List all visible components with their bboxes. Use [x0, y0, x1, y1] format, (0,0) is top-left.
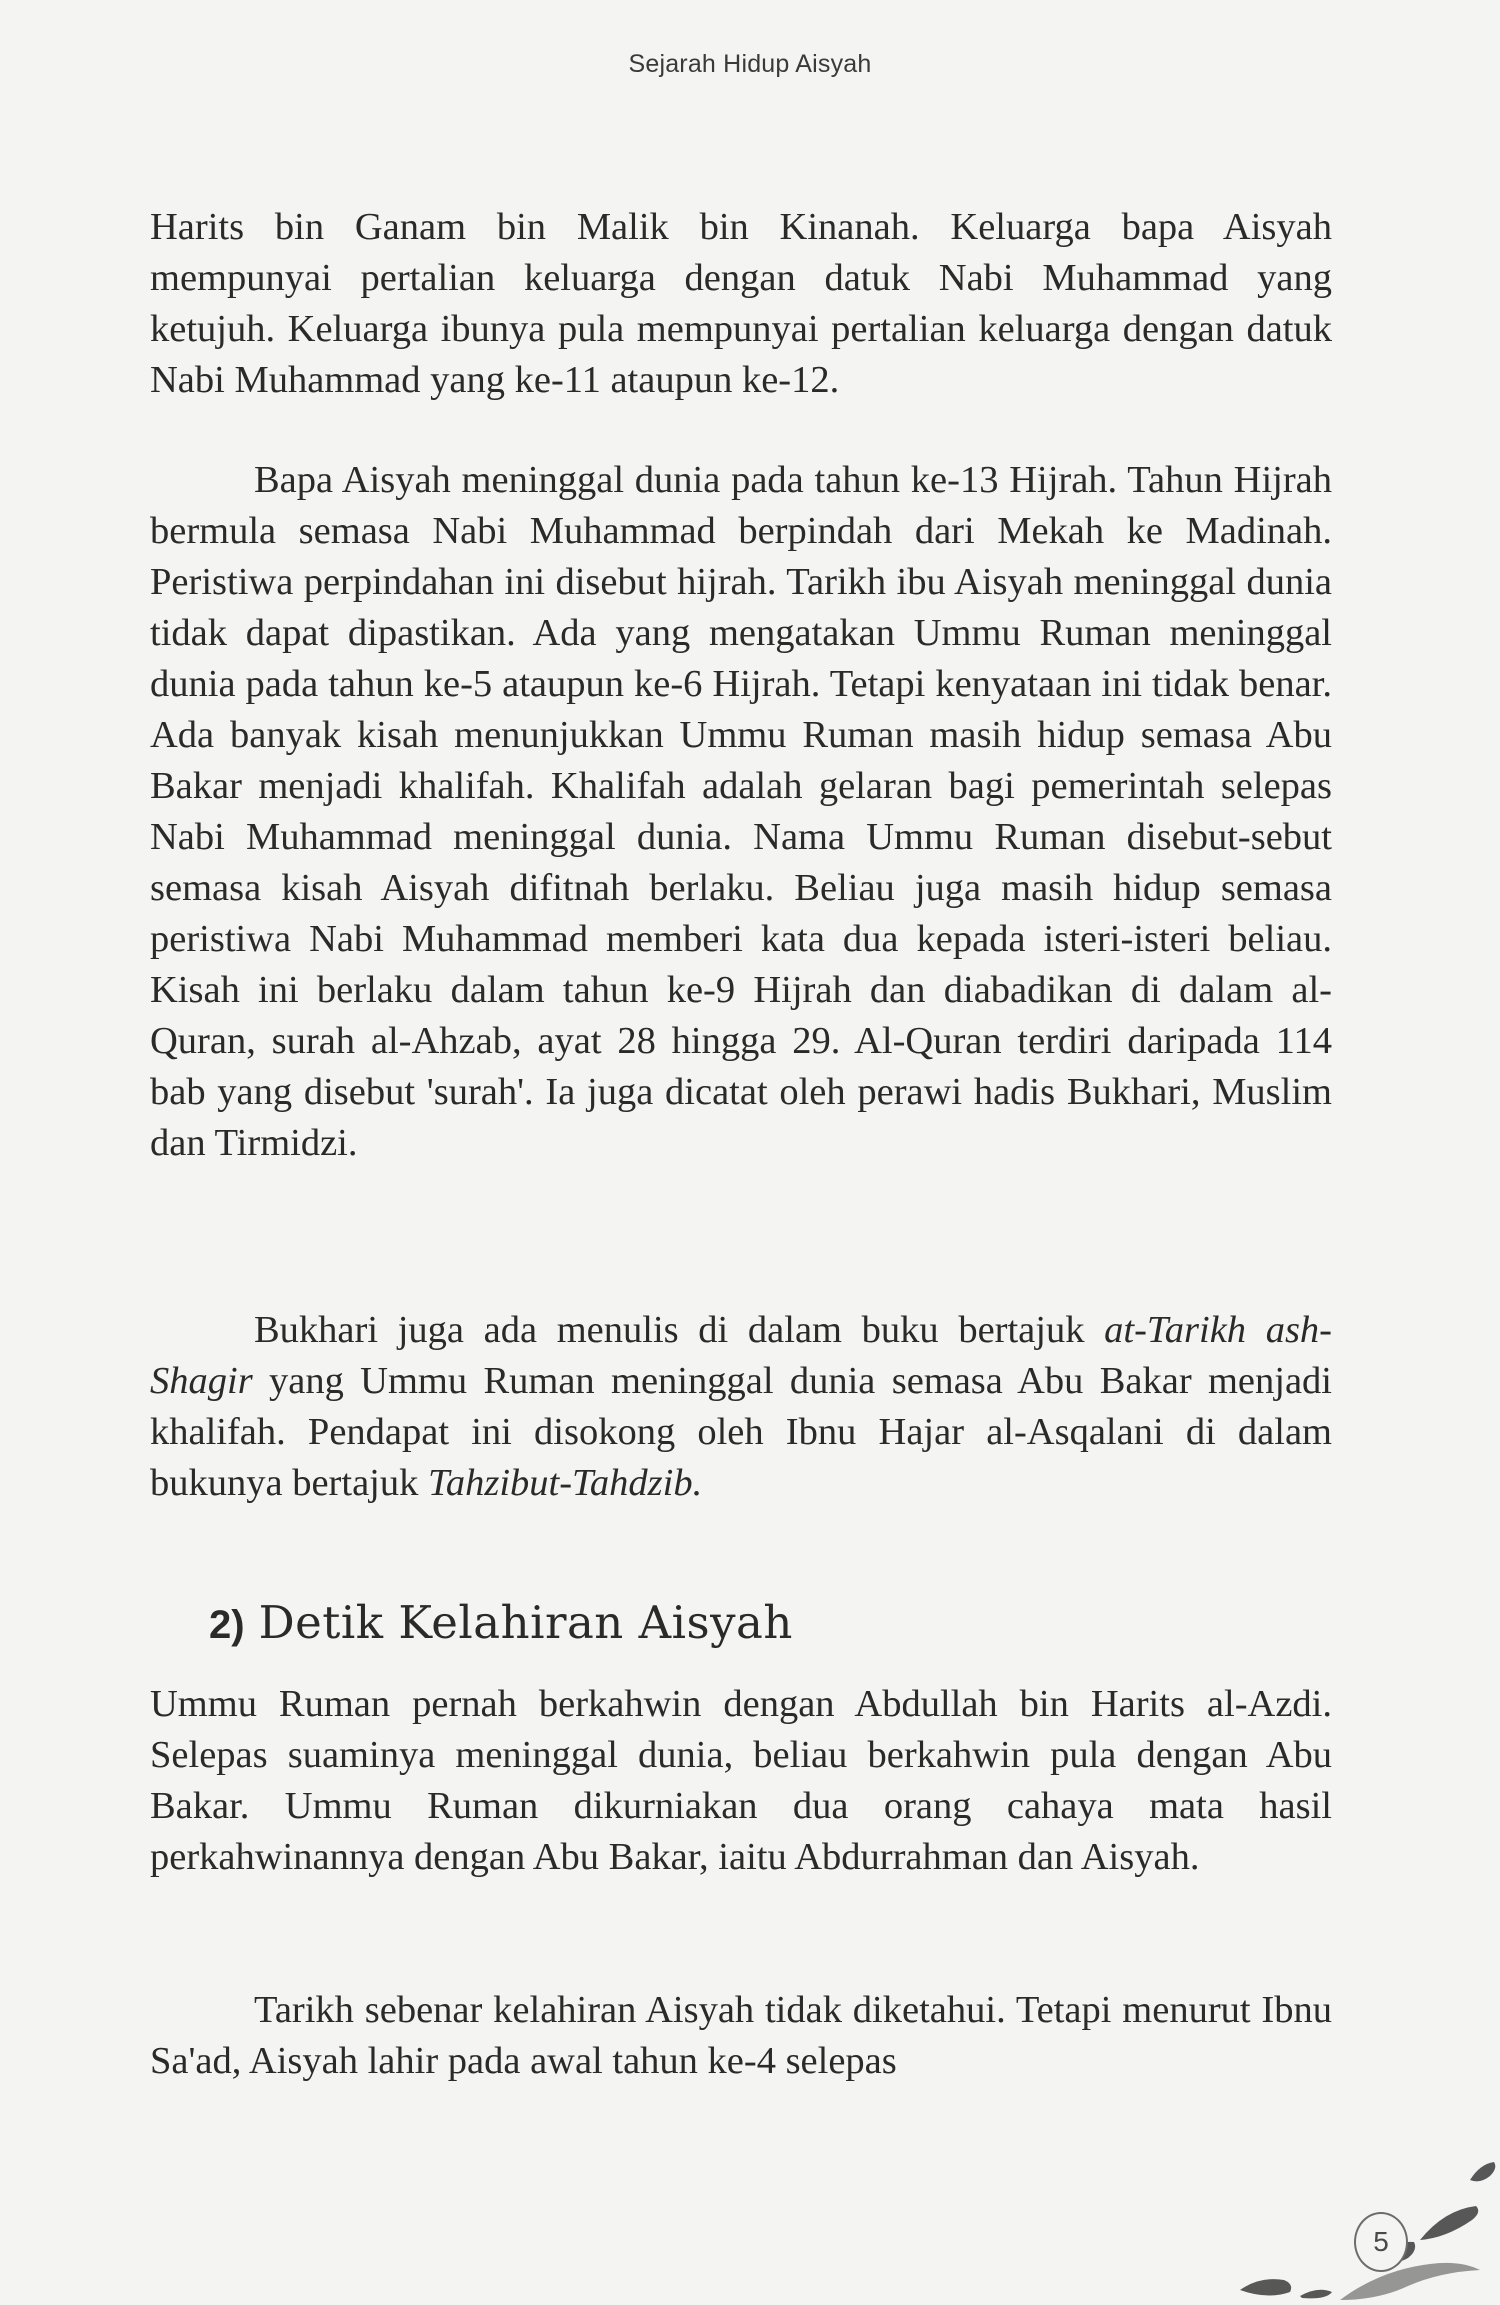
- ink-brush-decoration-icon: [1180, 2140, 1500, 2305]
- text-run: yang Ummu Ruman meninggal dunia semasa Abu Bakar menjadi khalifah. Pendapat ini disokong oleh Ibnu Hajar al-Asqalani di dalam bukunya bertajuk: [150, 1360, 1332, 1504]
- paragraph-block-1: [150, 202, 1332, 406]
- book-title-italic: at-Tarikh ash-Shagir: [150, 1309, 1333, 1402]
- paragraph-block-2: [150, 455, 1332, 1169]
- paragraph-block-3: [150, 1305, 1332, 1509]
- paragraph: Ummu Ruman pernah berkahwin dengan Abdullah bin Harits al-Azdi. Selepas suaminya meninggal dunia, beliau berkahwin pula dengan Abu Bakar. Ummu Ruman dikurniakan dua orang cahaya mata hasil perkahwinannya dengan Abu Bakar, iaitu Abdurrahman dan Aisyah.: [150, 1683, 1332, 1878]
- book-title-italic: Tahzibut-Tahdzib.: [427, 1462, 703, 1504]
- paragraph: [150, 1305, 1332, 1509]
- section-heading: [209, 1594, 793, 1654]
- running-head: Sejarah Hidup Aisyah: [628, 50, 872, 78]
- section-title: Detik Kelahiran Aisyah: [258, 1596, 793, 1649]
- paragraph: Tarikh sebenar kelahiran Aisyah tidak diketahui. Tetapi menurut Ibnu Sa'ad, Aisyah lahir pada awal tahun ke-4 selepas: [150, 1989, 1332, 2082]
- paragraph: Harits bin Ganam bin Malik bin Kinanah. Keluarga bapa Aisyah mempunyai pertalian keluarga dengan datuk Nabi Muhammad yang ketujuh. Keluarga ibunya pula mempunyai pertalian keluarga dengan datuk Nabi Muhammad yang ke-11 ataupun ke-12.: [150, 206, 1332, 401]
- paragraph: Bapa Aisyah meninggal dunia pada tahun ke-13 Hijrah. Tahun Hijrah bermula semasa Nabi Muhammad berpindah dari Mekah ke Madinah. Peristiwa perpindahan ini disebut hijrah. Tarikh ibu Aisyah meninggal dunia tidak dapat dipastikan. Ada yang mengatakan Ummu Ruman meninggal dunia pada tahun ke-5 ataupun ke-6 Hijrah. Tetapi kenyataan ini tidak benar. Ada banyak kisah menunjukkan Ummu Ruman masih hidup semasa Abu Bakar menjadi khalifah. Khalifah adalah gelaran bagi pemerintah selepas Nabi Muhammad meninggal dunia. Nama Ummu Ruman disebut-sebut semasa kisah Aisyah difitnah berlaku. Beliau juga masih hidup semasa peristiwa Nabi Muhammad memberi kata dua kepada isteri-isteri beliau. Kisah ini berlaku dalam tahun ke-9 Hijrah dan diabadikan di dalam al-Quran, surah al-Ahzab, ayat 28 hingga 29. Al-Quran terdiri daripada 114 bab yang disebut 'surah'. Ia juga dicatat oleh perawi hadis Bukhari, Muslim dan Tirmidzi.: [150, 459, 1332, 1164]
- text-run: Bukhari juga ada menulis di dalam buku bertajuk: [254, 1309, 1105, 1351]
- section-number: 2): [209, 1603, 245, 1647]
- paragraph-block-5: [150, 1985, 1332, 2087]
- page-number: 5: [1354, 2212, 1408, 2272]
- paragraph-block-4: [150, 1679, 1332, 1883]
